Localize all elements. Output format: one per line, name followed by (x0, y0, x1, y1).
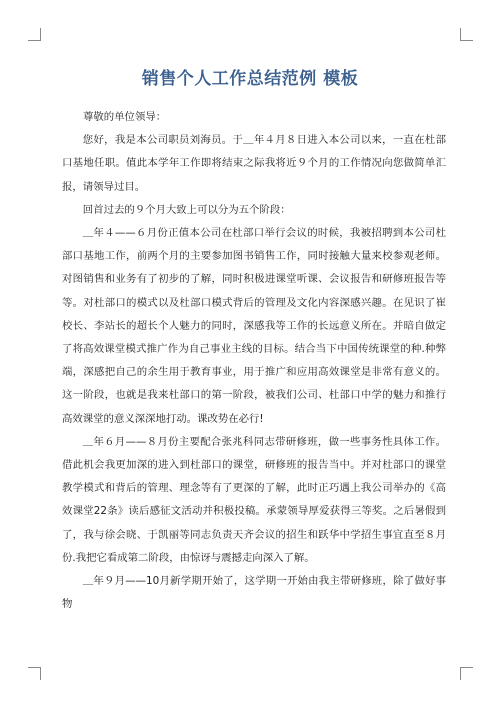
paragraph-stage-two: ＿年６月——８月份主要配合张兆科同志带研修班，做一些事务性具体工作。借此机会我更加深的进入到杜部口的课堂，研修班的报告当中。并对杜部口的课堂教学模式和背后的管理、理念等有了更深的了解，此时正巧遇上我公司举办的《高效课堂22条》读后感征文活动并积极投稿。承蒙领导厚爱获得三等奖。之后暑假到了，我与徐会晓、于凯丽等同志负责天齐会议的招生和跃华中学招生事宜直至８月份.我把它看成第二阶段，由惊讶与震撼走向深入了解。 (62, 435, 446, 564)
document-title: 销售个人工作总结范例 模板 (141, 69, 359, 89)
crop-mark-top-right (460, 28, 473, 41)
paragraph-stage-one: ＿年４——６月份正值本公司在杜部口举行会议的时候，我被招聘到本公司杜部口基地工作，前两个月的主要参加图书销售工作，同时接触大量来校参观老师。对图销售和业务有了初步的了解，同时积极进课堂听课、会议报告和研修班报告等等。对杜部口的模式以及杜部口模式背后的管理及文化内容深感兴趣。在见识了崔校长、李站长的超长个人魅力的同时，深感我等工作的长远意义所在。并暗自做定了将高效课堂模式推广作为自己事业主线的目标。结合当下中国传统课堂的种.种弊端，深感把自己的余生用于教育事业，用于推广和应用高效课堂是非常有意义的。这一阶段，也就是我来杜部口的第一阶段，被我们公司、杜部口中学的魅力和推行高效课堂的意义深深地打动。课改势在必行! (62, 227, 446, 425)
crop-mark-bottom-left (28, 667, 41, 680)
crop-mark-bottom-right (460, 667, 473, 680)
document-body (62, 106, 446, 616)
salutation: 尊敬的单位领导： (83, 111, 167, 123)
paragraph-greeting: 您好，我是本公司职员刘海员。于＿年４月８日进入本公司以来，一直在杜部口基地任职。值此本学年工作即将结束之际我将近９个月的工作情况向您做简单汇报，请领导过目。 (62, 134, 446, 193)
crop-mark-top-left (28, 28, 41, 41)
paragraph-stages-intro: 回首过去的９个月大致上可以分为五个阶段： (82, 203, 291, 216)
paragraph-stage-three: ＿年９月——10月新学期开始了，这学期一开始由我主带研修班，除了做好事物 (62, 575, 446, 611)
